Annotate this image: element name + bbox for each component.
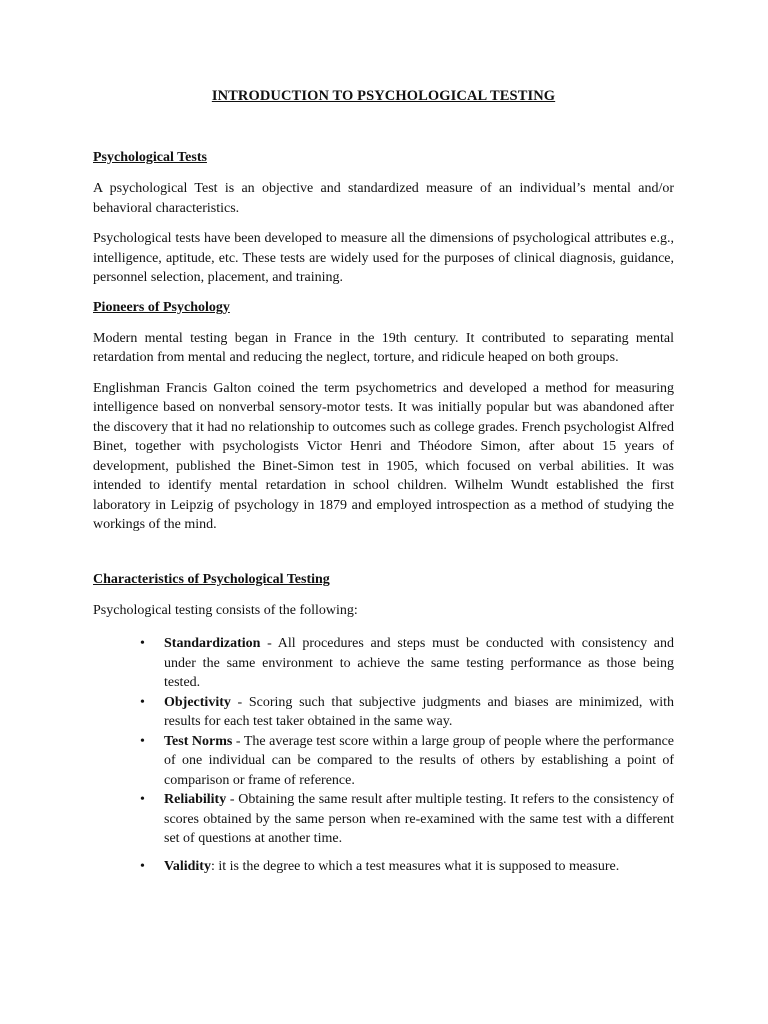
paragraph: Psychological tests have been developed to measure all the dimensions of psychological attributes e.g., intelligence, aptitude, etc. These tests are widely used for the purposes of clinical diagnosis, guidance, personnel selection, placement, and training. bbox=[93, 231, 674, 285]
characteristics-list bbox=[93, 634, 674, 876]
list-item bbox=[93, 732, 674, 791]
list-item-text: - The average test score within a large group of people where the performance of one individual can be compared to the results of others by establishing a point of comparison or frame of reference. bbox=[164, 733, 674, 788]
bullet-icon: • bbox=[140, 858, 145, 874]
list-item-text: - Scoring such that subjective judgments and biases are minimized, with results for each test taker obtained in the same way. bbox=[164, 694, 674, 729]
list-item bbox=[93, 634, 674, 693]
section-heading-pioneers: Pioneers of Psychology bbox=[93, 299, 230, 315]
document-page bbox=[93, 87, 674, 876]
list-item-term: Standardization bbox=[164, 636, 261, 651]
list-item-term: Test Norms bbox=[164, 733, 233, 749]
list-item-text: - Obtaining the same result after multiple testing. It refers to the consistency of scores obtained by the same person when re-examined with the same test with a different set of questions at another time. bbox=[164, 792, 674, 846]
section-heading-characteristics: Characteristics of Psychological Testing bbox=[93, 571, 330, 587]
bullet-icon: • bbox=[140, 792, 145, 807]
bullet-icon: • bbox=[140, 694, 145, 710]
list-item-text: - All procedures and steps must be conducted with consistency and under the same environment to achieve the same testing performance as those being tested. bbox=[164, 636, 674, 690]
paragraph: Modern mental testing began in France in the 19th century. It contributed to separating mental retardation from mental and reducing the neglect, torture, and ridicule heaped on both groups. bbox=[93, 330, 674, 365]
list-item-term: Validity bbox=[164, 858, 211, 874]
list-item bbox=[93, 790, 674, 849]
section-heading-psychological-tests: Psychological Tests bbox=[93, 150, 207, 165]
list-item-term: Reliability bbox=[164, 792, 227, 807]
list-item-term: Objectivity bbox=[164, 694, 231, 710]
paragraph: Psychological testing consists of the following: bbox=[93, 602, 358, 618]
list-item bbox=[93, 857, 674, 877]
document-title: INTRODUCTION TO PSYCHOLOGICAL TESTING bbox=[211, 88, 556, 104]
bullet-icon: • bbox=[140, 733, 145, 749]
bullet-icon: • bbox=[140, 636, 145, 651]
paragraph: A psychological Test is an objective and standardized measure of an individual’s mental and/or behavioral characteristics. bbox=[93, 181, 674, 216]
list-item bbox=[93, 693, 674, 732]
list-item-text: : it is the degree to which a test measures what it is supposed to measure. bbox=[210, 858, 620, 874]
paragraph: Englishman Francis Galton coined the term psychometrics and developed a method for measuring intelligence based on nonverbal sensory-motor tests. It was initially popular but was abandoned after the discovery that it had no relationship to outcomes such as college grades. French psychologist Alfred Binet, together with psychologists Victor Henri and Théodore Simon, after about 15 years of development, published the Binet-Simon test in 1905, which focused on verbal abilities. It was intended to identify mental retardation in school children. Wilhelm Wundt established the first laboratory in Leipzig of psychology in 1879 and employed introspection as a method of studying the workings of the mind. bbox=[93, 380, 674, 532]
